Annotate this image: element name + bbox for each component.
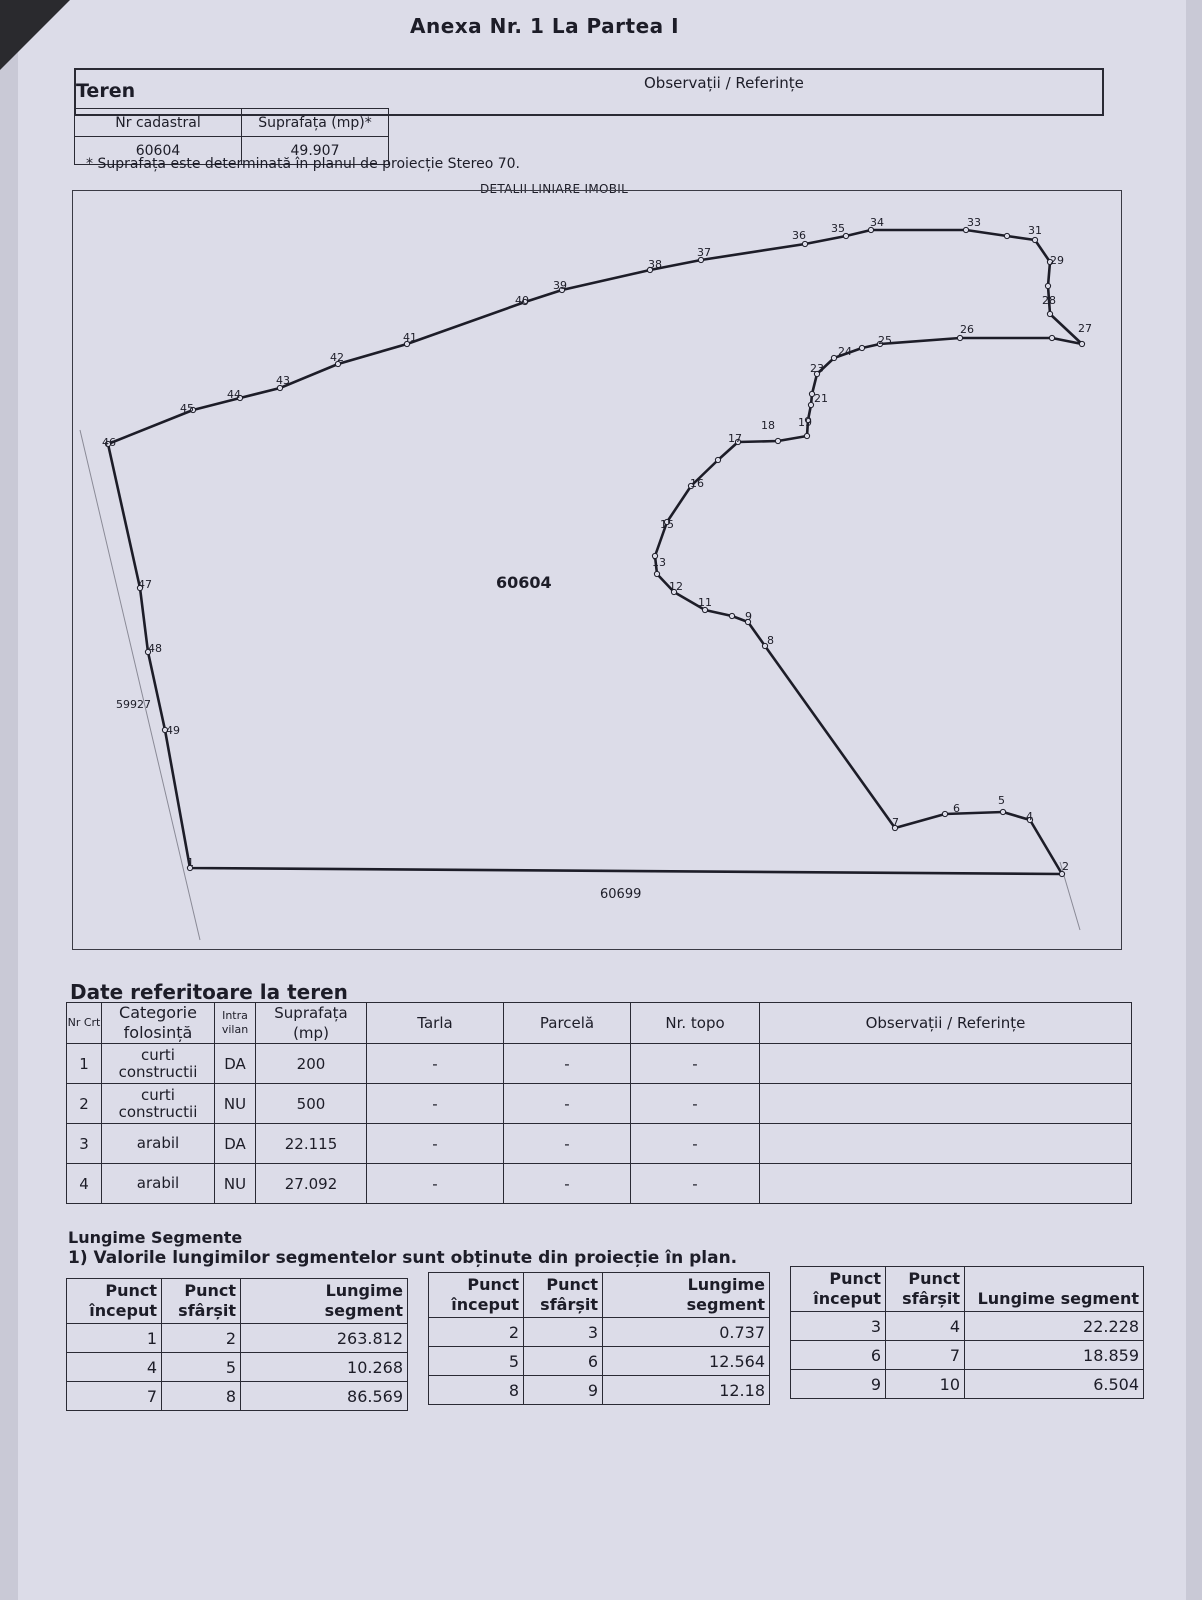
header-lungime: Lungime segment — [965, 1267, 1144, 1312]
cell-nr: 4 — [67, 1164, 102, 1204]
cell-end: 8 — [162, 1382, 241, 1411]
cell-nr-topo: - — [631, 1044, 760, 1084]
point-label: 9 — [745, 610, 752, 623]
date-teren-title: Date referitoare la teren — [70, 980, 348, 1004]
table-row — [791, 1370, 1144, 1399]
cell-categorie: curti constructii — [102, 1084, 215, 1124]
cell-categorie: arabil — [102, 1164, 215, 1204]
header-punct-sfarsit: Punct sfârșit — [886, 1267, 965, 1312]
cell-start: 6 — [791, 1341, 886, 1370]
vertex-marker — [804, 433, 809, 438]
cell-categorie: arabil — [102, 1124, 215, 1164]
header-punct-sfarsit: Punct sfârșit — [162, 1279, 241, 1324]
point-label: 6 — [953, 802, 960, 815]
cell-suprafata: 22.115 — [256, 1124, 367, 1164]
cell-length: 0.737 — [603, 1318, 770, 1347]
cell-categorie: curti constructii — [102, 1044, 215, 1084]
point-label: 43 — [276, 374, 290, 387]
cell-suprafata: 500 — [256, 1084, 367, 1124]
segmente-title: Lungime Segmente — [68, 1228, 243, 1247]
vertex-marker — [1045, 283, 1050, 288]
table-row — [67, 1382, 408, 1411]
point-label: 2 — [1062, 860, 1069, 873]
cell-tarla: - — [367, 1164, 504, 1204]
table-row — [429, 1318, 770, 1347]
cell-observatii — [760, 1124, 1132, 1164]
neighbor-south-label: 60699 — [600, 887, 642, 902]
cell-parcela: - — [504, 1164, 631, 1204]
vertex-marker — [1047, 311, 1052, 316]
vertex-marker — [1079, 341, 1084, 346]
cell-nr-topo: - — [631, 1124, 760, 1164]
point-label: 24 — [838, 345, 852, 358]
point-label: 25 — [878, 334, 892, 347]
point-label: 18 — [761, 419, 775, 432]
header-punct-sfarsit: Punct sfârșit — [524, 1273, 603, 1318]
header-punct-inceput: Punct început — [67, 1279, 162, 1324]
cell-intravilan: NU — [215, 1084, 256, 1124]
cell-observatii — [760, 1044, 1132, 1084]
point-label: 11 — [698, 596, 712, 609]
table-row — [429, 1376, 770, 1405]
vertex-marker — [831, 355, 836, 360]
cell-end: 5 — [162, 1353, 241, 1382]
cell-suprafata: 27.092 — [256, 1164, 367, 1204]
cell-end: 7 — [886, 1341, 965, 1370]
point-label: 41 — [403, 331, 417, 344]
point-label: 8 — [767, 634, 774, 647]
cell-tarla: - — [367, 1124, 504, 1164]
header-parcela: Parcelă — [504, 1003, 631, 1044]
cell-start: 9 — [791, 1370, 886, 1399]
cell-length: 86.569 — [241, 1382, 408, 1411]
point-label: 23 — [810, 362, 824, 375]
point-label: 49 — [166, 724, 180, 737]
table-row — [67, 1124, 1132, 1164]
cell-start: 4 — [67, 1353, 162, 1382]
table-row — [791, 1312, 1144, 1341]
vertex-marker — [1000, 809, 1005, 814]
point-label: 33 — [967, 216, 981, 229]
table-row — [67, 1353, 408, 1382]
point-label: 28 — [1042, 294, 1056, 307]
cadastral-value: 60604 — [75, 137, 242, 165]
vertex-marker — [1004, 233, 1009, 238]
point-label: 46 — [102, 436, 116, 449]
point-label: 13 — [652, 556, 666, 569]
header-tarla: Tarla — [367, 1003, 504, 1044]
point-label: 17 — [728, 432, 742, 445]
cell-start: 1 — [67, 1324, 162, 1353]
cell-intravilan: DA — [215, 1044, 256, 1084]
point-label: 29 — [1050, 254, 1064, 267]
cell-length: 12.18 — [603, 1376, 770, 1405]
point-label-group — [102, 216, 1092, 873]
vertex-marker — [957, 335, 962, 340]
point-label: 21 — [814, 392, 828, 405]
point-label: 45 — [180, 402, 194, 415]
cell-end: 6 — [524, 1347, 603, 1376]
cell-length: 22.228 — [965, 1312, 1144, 1341]
header-lungime: Lungime segment — [241, 1279, 408, 1324]
cell-start: 8 — [429, 1376, 524, 1405]
vertex-marker — [775, 438, 780, 443]
point-label: 16 — [690, 477, 704, 490]
document-title: Anexa Nr. 1 La Partea I — [410, 14, 680, 38]
point-label: 5 — [998, 794, 1005, 807]
header-lungime: Lungime segment — [603, 1273, 770, 1318]
neighbor-west-label: 59927 — [116, 698, 151, 711]
vertex-marker — [1049, 335, 1054, 340]
cell-length: 10.268 — [241, 1353, 408, 1382]
cell-intravilan: NU — [215, 1164, 256, 1204]
segment-table-3 — [790, 1266, 1144, 1399]
cell-parcela: - — [504, 1084, 631, 1124]
cell-nr: 1 — [67, 1044, 102, 1084]
table-row — [67, 1164, 1132, 1204]
cadastral-header: Nr cadastral — [75, 109, 242, 137]
point-label: 42 — [330, 351, 344, 364]
cell-intravilan: DA — [215, 1124, 256, 1164]
point-label: 37 — [697, 246, 711, 259]
cell-nr: 3 — [67, 1124, 102, 1164]
vertex-marker — [942, 811, 947, 816]
point-label: 40 — [515, 294, 529, 307]
point-label: 15 — [660, 518, 674, 531]
point-label: 12 — [669, 580, 683, 593]
point-label: 36 — [792, 229, 806, 242]
point-label: 26 — [960, 323, 974, 336]
point-label: 35 — [831, 222, 845, 235]
header-punct-inceput: Punct început — [791, 1267, 886, 1312]
point-label: 4 — [1026, 810, 1033, 823]
segmente-note: 1) Valorile lungimilor segmentelor sunt obținute din proiecție în plan. — [68, 1248, 738, 1268]
cell-end: 4 — [886, 1312, 965, 1341]
cell-parcela: - — [504, 1044, 631, 1084]
cell-length: 263.812 — [241, 1324, 408, 1353]
point-label: 31 — [1028, 224, 1042, 237]
segment-table-2 — [428, 1272, 770, 1405]
point-label: 47 — [138, 578, 152, 591]
point-label: 19 — [798, 416, 812, 429]
table-row — [67, 1044, 1132, 1084]
cell-start: 2 — [429, 1318, 524, 1347]
cell-length: 12.564 — [603, 1347, 770, 1376]
teren-observatii-header: Observații / Referințe — [644, 74, 804, 92]
cell-start: 5 — [429, 1347, 524, 1376]
vertex-marker — [808, 402, 813, 407]
table-row — [67, 1084, 1132, 1124]
vertex-marker — [715, 457, 720, 462]
cell-length: 18.859 — [965, 1341, 1144, 1370]
neighbor-boundary-line — [80, 430, 200, 940]
cell-end: 3 — [524, 1318, 603, 1347]
suprafata-footnote: * Suprafața este determinată în planul de proiecție Stereo 70. — [86, 156, 521, 172]
point-label: 7 — [892, 816, 899, 829]
point-label: 44 — [227, 388, 241, 401]
parcel-number-label: 60604 — [496, 573, 552, 592]
header-nr-topo: Nr. topo — [631, 1003, 760, 1044]
point-label: 27 — [1078, 322, 1092, 335]
table-row — [67, 1324, 408, 1353]
suprafata-value: 49.907 — [242, 137, 389, 165]
cell-start: 7 — [67, 1382, 162, 1411]
header-nr: Nr Crt — [67, 1003, 102, 1044]
cell-tarla: - — [367, 1084, 504, 1124]
teren-section-label: Teren — [76, 80, 136, 102]
cell-end: 9 — [524, 1376, 603, 1405]
vertex-markers — [105, 227, 1084, 876]
cell-start: 3 — [791, 1312, 886, 1341]
vertex-marker — [729, 613, 734, 618]
point-label: 48 — [148, 642, 162, 655]
vertex-marker — [654, 571, 659, 576]
date-teren-table — [66, 1002, 1132, 1204]
cell-observatii — [760, 1164, 1132, 1204]
header-categorie: Categorie folosință — [102, 1003, 215, 1044]
cell-observatii — [760, 1084, 1132, 1124]
parcel-boundary — [108, 230, 1082, 874]
cell-end: 10 — [886, 1370, 965, 1399]
vertex-marker — [802, 241, 807, 246]
header-suprafata: Suprafața (mp) — [256, 1003, 367, 1044]
cell-length: 6.504 — [965, 1370, 1144, 1399]
vertex-marker — [1032, 237, 1037, 242]
cell-tarla: - — [367, 1044, 504, 1084]
table-row — [791, 1341, 1144, 1370]
suprafata-header: Suprafața (mp)* — [242, 109, 389, 137]
point-label: 38 — [648, 258, 662, 271]
vertex-marker — [859, 345, 864, 350]
segment-table-1 — [66, 1278, 408, 1411]
cell-nr-topo: - — [631, 1084, 760, 1124]
header-observatii: Observații / Referințe — [760, 1003, 1132, 1044]
cell-suprafata: 200 — [256, 1044, 367, 1084]
header-punct-inceput: Punct început — [429, 1273, 524, 1318]
header-intravilan: Intra vilan — [215, 1003, 256, 1044]
cell-nr: 2 — [67, 1084, 102, 1124]
table-row — [429, 1347, 770, 1376]
cell-end: 2 — [162, 1324, 241, 1353]
point-label: 1 — [187, 856, 194, 869]
point-label: 39 — [553, 279, 567, 292]
cell-parcela: - — [504, 1124, 631, 1164]
plan-heading: DETALII LINIARE IMOBIL — [480, 182, 629, 196]
point-label: 34 — [870, 216, 884, 229]
cell-nr-topo: - — [631, 1164, 760, 1204]
